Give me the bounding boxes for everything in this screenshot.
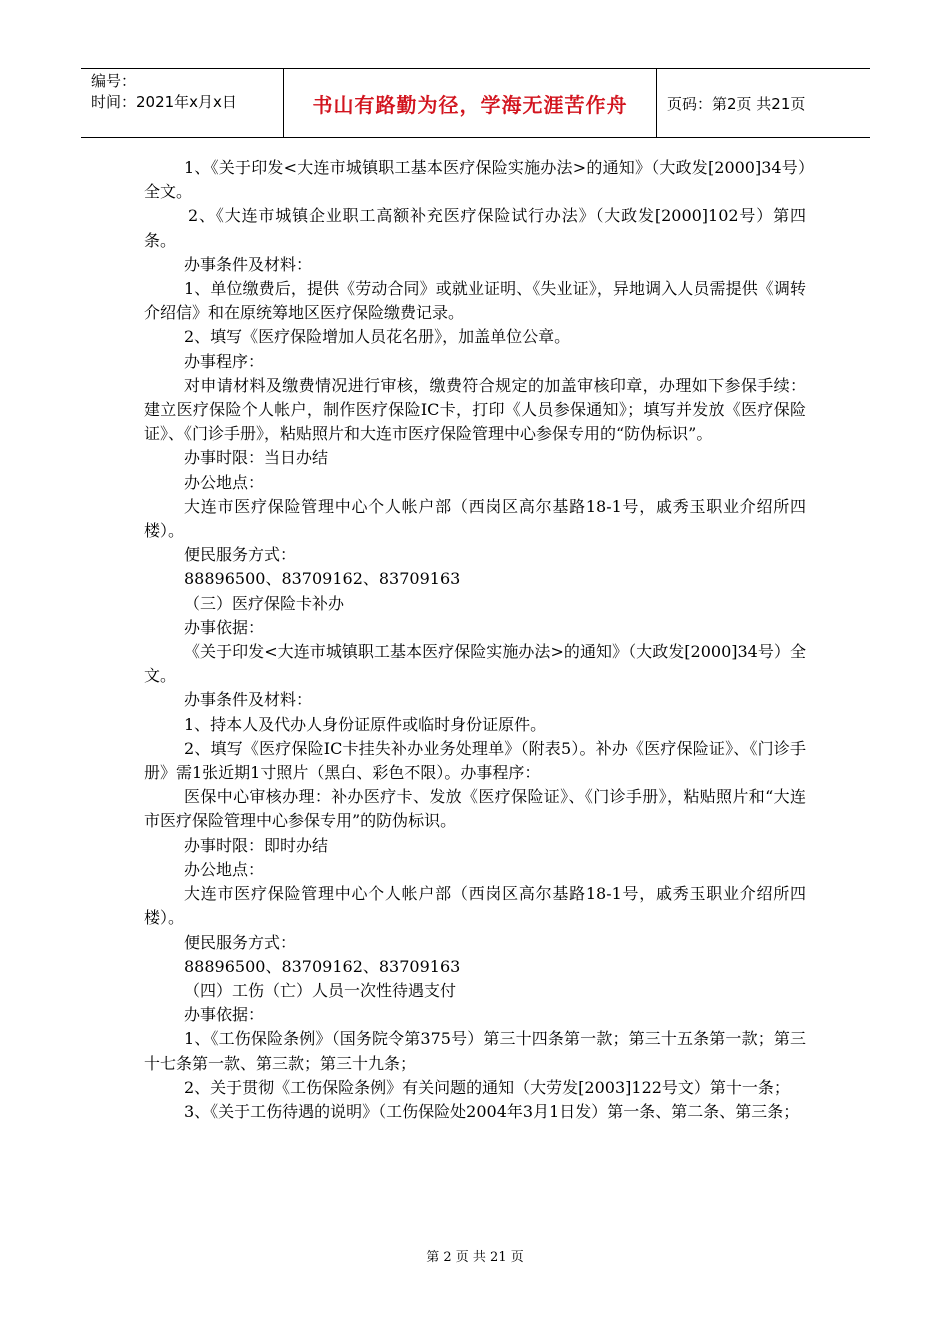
paragraph: 办事依据： [184,617,265,637]
paragraph: 办事条件及材料： [184,254,313,274]
paragraph: 大连市医疗保险管理中心个人帐户部（西岗区高尔基路18-1号，戚秀玉职业介绍所四楼）。 [144,496,806,541]
header-meta [81,69,283,137]
document-number-label: 编号： [91,72,137,90]
paragraph: 1、《工伤保险条例》（国务院令第375号）第三十四条第一款；第三十五条第一款；第三十七条第一款、第三款；第三十九条； [144,1029,806,1073]
section-heading: （三）医疗保险卡补办 [184,593,345,613]
paragraph: 办事时限：即时办结 [184,835,329,855]
header-page-info: 页码：第2页 共21页 [667,94,806,113]
page-header [81,68,870,138]
document-body [144,156,806,1124]
paragraph: 便民服务方式： [184,545,297,565]
paragraph: 办事时限：当日办结 [184,448,329,468]
paragraph: 2、《大连市城镇企业职工高额补充医疗保险试行办法》（大政发[2000]102号）第四条。 [144,206,806,250]
paragraph: 88896500、83709162、83709163 [184,569,461,589]
paragraph: 2、填写《医疗保险增加人员花名册》，加盖单位公章。 [184,327,571,347]
paragraph: 88896500、83709162、83709163 [184,956,461,976]
paragraph: 3、《关于工伤待遇的说明》（工伤保险处2004年3月1日发）第一条、第二条、第三条； [184,1101,800,1121]
paragraph: 1、《关于印发<大连市城镇职工基本医疗保险实施办法>的通知》（大政发[2000]34号）全文。 [144,158,806,202]
paragraph: 2、填写《医疗保险IC卡挂失补办业务处理单》（附表5）。补办《医疗保险证》、《门诊手册》需1张近期1寸照片（黑白、彩色不限）。办事程序： [144,738,806,783]
paragraph: 办事程序： [184,351,265,371]
paragraph: 大连市医疗保险管理中心个人帐户部（西岗区高尔基路18-1号，戚秀玉职业介绍所四楼）。 [144,884,806,928]
paragraph: 《关于印发<大连市城镇职工基本医疗保险实施办法>的通知》（大政发[2000]34号）全文。 [144,642,806,686]
paragraph: 办事条件及材料： [184,690,313,710]
document-date: 时间：2021年x月x日 [91,93,237,111]
paragraph: 办公地点： [184,472,265,492]
paragraph: 办事依据： [184,1005,265,1025]
paragraph: 对申请材料及缴费情况进行审核，缴费符合规定的加盖审核印章，办理如下参保手续：建立医疗保险个人帐户，制作医疗保险IC卡，打印《人员参保通知》；填写并发放《医疗保险证》、《门诊手册》，粘贴照片和大连市医疗保险管理中心参保专用的“防伪标识”。 [144,375,806,444]
paragraph: 便民服务方式： [184,932,297,952]
paragraph: 2、关于贯彻《工伤保险条例》有关问题的通知（大劳发[2003]122号文）第十一条； [184,1077,790,1097]
paragraph: 1、持本人及代办人身份证原件或临时身份证原件。 [184,714,547,734]
paragraph: 医保中心审核办理：补办医疗卡、发放《医疗保险证》、《门诊手册》，粘贴照片和“大连市医疗保险管理中心参保专用”的防伪标识。 [144,787,806,831]
paragraph: 1、单位缴费后，提供《劳动合同》或就业证明、《失业证》，异地调入人员需提供《调转介绍信》和在原统筹地区医疗保险缴费记录。 [144,279,806,323]
page-footer: 第 2 页 共 21 页 [426,1250,524,1265]
paragraph: 办公地点： [184,859,265,879]
header-motto: 书山有路勤为径，学海无涯苦作舟 [283,69,657,137]
section-heading: （四）工伤（亡）人员一次性待遇支付 [184,980,457,1000]
